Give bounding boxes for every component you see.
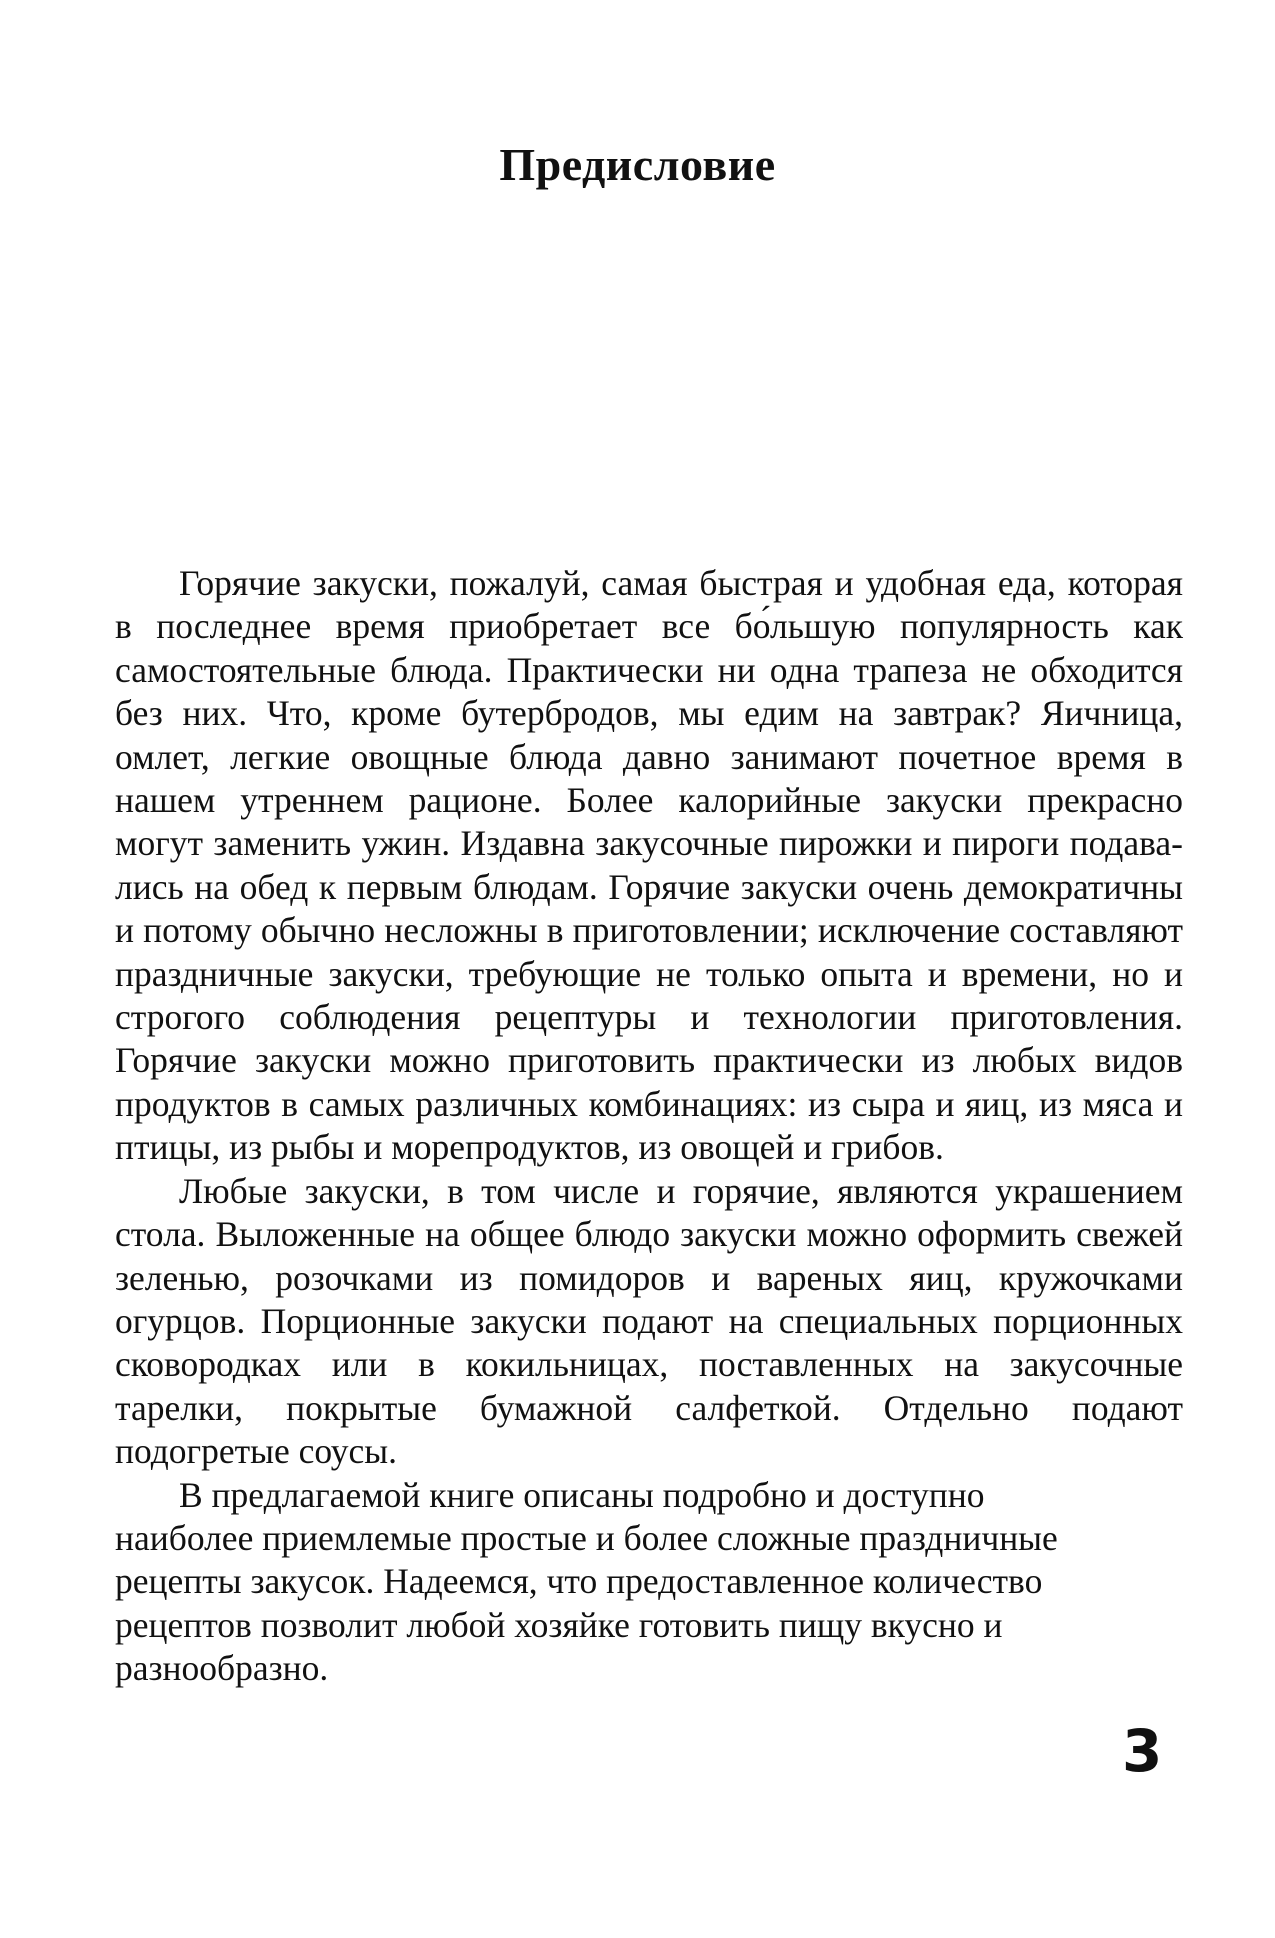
body-text xyxy=(115,562,1183,1691)
paragraph-1: Горячие закуски, пожалуй, самая быстрая и удобная еда, которая в последнее время приобретает все бо́льшую популярность как самостоятельные блюда. Практически ни одна трапеза не обходится без них. Что, кроме бутербродов, мы едим на завтрак? Яичница, омлет, легкие овощные блюда давно занимают почетное время в нашем утреннем рационе. Более калорийные закуски прекрасно могут заменить ужин. Издавна закусочные пирожки и пироги подавались на обед к первым блюдам. Горячие закуски очень демократичны и потому обычно несложны в приготовлении; исключение составляют праздничные закуски, требующие не только опыта и времени, но и строгого соблюдения рецептуры и технологии приготовления. Горячие закуски можно приготовить практически из любых видов продуктов в самых различных комбинациях: из сыра и яиц, из мяса и птицы, из рыбы и морепродуктов, из овощей и грибов. xyxy=(115,563,1183,1168)
page-number: 3 xyxy=(1122,1717,1163,1785)
paragraph-3: В предлагаемой книге описаны подробно и доступно наиболее приемлемые простые и более сложные праздничные рецепты закусок. Надеемся, что предоставленное количество рецептов позволит любой хозяйке готовить пищу вкусно и разнообразно. xyxy=(115,1474,1058,1689)
page-title: Предисловие xyxy=(499,139,776,190)
paragraph-2: Любые закуски, в том числе и горячие, являются украшением стола. Выложенные на общее блюдо закуски можно оформить свежей зеленью, розочками из помидоров и вареных яиц, кружочками огурцов. Порционные закуски подают на специальных порционных сковородках или в кокильницах, поставленных на закусочные тарелки, покрытые бумажной салфеткой. Отдельно подают подогретые соусы. xyxy=(115,1170,1183,1472)
